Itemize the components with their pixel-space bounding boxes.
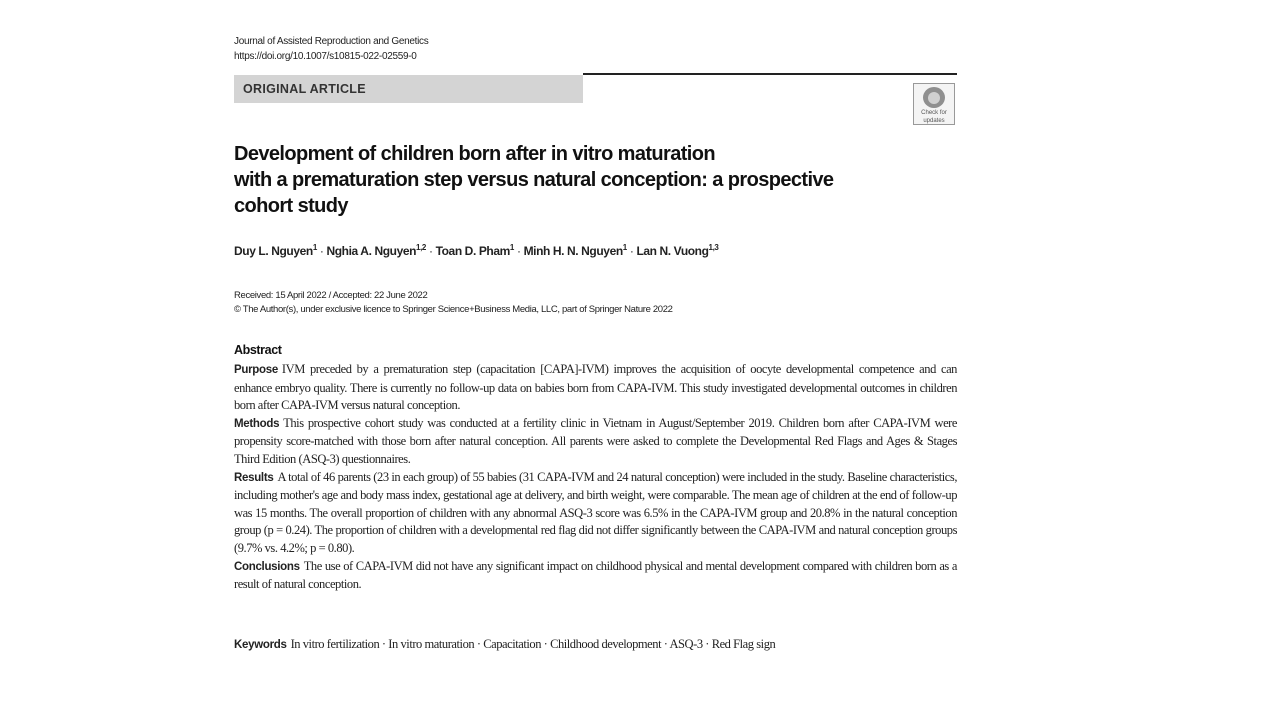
article-type-label: ORIGINAL ARTICLE: [243, 82, 366, 96]
keywords-section: [234, 636, 957, 655]
author-separator: ·: [516, 244, 521, 258]
abstract-heading: Abstract: [234, 343, 282, 357]
publication-dates: [234, 289, 673, 317]
journal-doi[interactable]: https://doi.org/10.1007/s10815-022-02559-0: [234, 51, 417, 62]
conclusions-heading: Conclusions: [234, 560, 300, 573]
author-list: [234, 243, 718, 258]
methods-text: This prospective cohort study was conducted at a fertility clinic in Vietnam in August/September 2019. Children born after CAPA-IVM were propensity score-matched with those born after natural conception. All parents were asked to complete the Developmental Red Flags and Ages & Stages Third Edition (ASQ-3) questionnaires.: [234, 415, 957, 466]
check-for-updates-badge[interactable]: [913, 83, 955, 125]
abstract-purpose: [234, 361, 957, 415]
article-title: [234, 141, 934, 219]
keywords-heading: Keywords: [234, 639, 287, 651]
author-affiliation: 1,3: [708, 243, 719, 252]
journal-header: [234, 34, 428, 64]
conclusions-text: The use of CAPA-IVM did not have any significant impact on childhood physical and mental development compared with children born as a result of natural conception.: [234, 558, 957, 592]
badge-text-line1: Check for: [921, 110, 947, 116]
article-type-bar: [234, 75, 583, 103]
purpose-text: IVM preceded by a prematuration step (capacitation [CAPA]-IVM) improves the acquisition of oocyte developmental competence and can enhance embryo quality. There is currently no follow-up data on babies born from CAPA-IVM. This study investigated developmental outcomes in children born after CAPA-IVM versus natural conception.: [234, 362, 957, 413]
check-for-updates-icon: [923, 87, 945, 108]
author-name[interactable]: Minh H. N. Nguyen: [523, 244, 623, 258]
abstract-methods: [234, 415, 957, 469]
author-name[interactable]: Lan N. Vuong: [636, 244, 709, 258]
author-affiliation: 1,2: [416, 243, 426, 252]
results-heading: Results: [234, 471, 274, 484]
author-separator: ·: [428, 244, 433, 258]
abstract-conclusions: [234, 558, 957, 594]
received-accepted: Received: 15 April 2022 / Accepted: 22 June 2022: [234, 290, 428, 301]
title-line-1: Development of children born after in vitro maturation: [234, 143, 715, 165]
abstract-section: [234, 343, 957, 594]
title-line-2: with a prematuration step versus natural conception: a prospective: [234, 169, 834, 191]
author-name[interactable]: Toan D. Pham: [435, 244, 510, 258]
author-name[interactable]: Duy L. Nguyen: [234, 244, 313, 258]
author-separator: ·: [319, 244, 324, 258]
author-affiliation: 1: [509, 243, 514, 252]
title-line-3: cohort study: [234, 195, 348, 217]
header-rule: [583, 73, 957, 75]
author-separator: ·: [629, 244, 634, 258]
author-name[interactable]: Nghia A. Nguyen: [326, 244, 417, 258]
badge-text-line2: updates: [923, 118, 945, 124]
purpose-heading: Purpose: [234, 364, 278, 376]
journal-name: Journal of Assisted Reproduction and Genetics: [234, 36, 429, 47]
results-text: A total of 46 parents (23 in each group) of 55 babies (31 CAPA-IVM and 24 natural conception) were included in the study. Baseline characteristics, including mother's age and body mass index, gestational age at delivery, and birth weight, were comparable. The mean age of children at the end of follow-up was 15 months. The overall proportion of children with any abnormal ASQ-3 score was 6.5% in the CAPA-IVM group and 20.8% in the natural conception group (p = 0.24). The proportion of children with a developmental red flag did not differ significantly between the CAPA-IVM and natural conception groups (9.7% vs. 4.2%; p = 0.80).: [234, 469, 957, 555]
abstract-results: [234, 469, 957, 558]
author-affiliation: 1: [312, 243, 317, 252]
copyright-notice: © The Author(s), under exclusive licence to Springer Science+Business Media, LLC, part of Springer Nature 2022: [234, 304, 673, 315]
methods-heading: Methods: [234, 417, 280, 430]
keywords-text: In vitro fertilization · In vitro maturation · Capacitation · Childhood development · ASQ-3 · Red Flag sign: [290, 637, 776, 651]
author-affiliation: 1: [622, 243, 627, 252]
